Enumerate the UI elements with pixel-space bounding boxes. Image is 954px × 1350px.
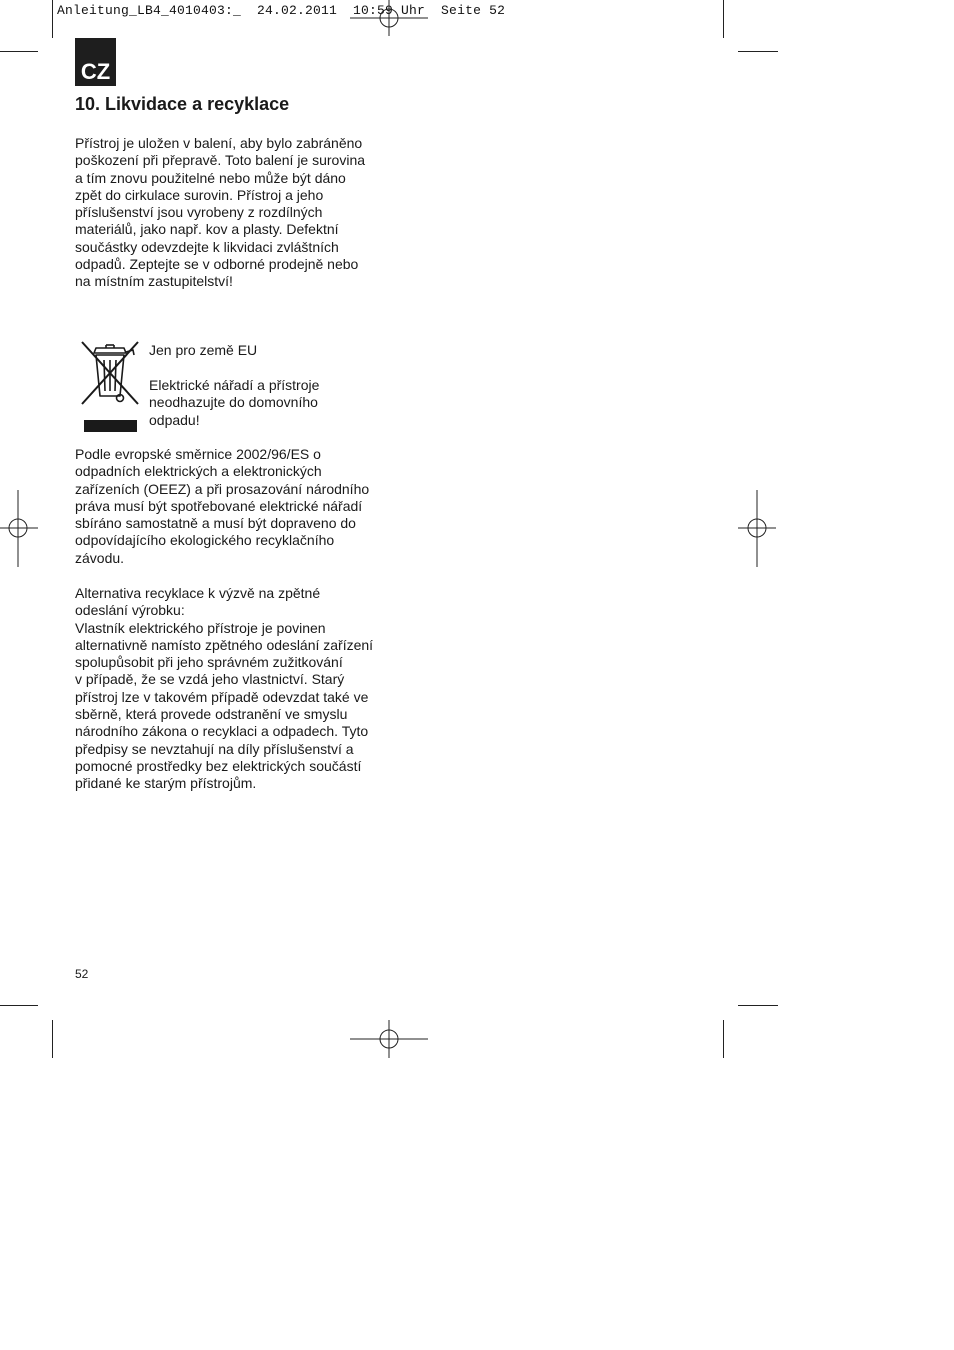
weee-directive-paragraph: Podle evropské směrnice 2002/96/ES o odpadních elektrických a elektronických zařízeních (OEEZ) a při prosazování národního práva musí být spotřebované elektrické nářadí sbíráno samostatně a musí být dopraveno do odpovídajícího ekologického recyklačního závodu.	[75, 446, 370, 566]
printer-slug: Anleitung_LB4_4010403:_ 24.02.2011 10:59 Uhr Seite 52	[57, 3, 506, 18]
page-number: 52	[75, 967, 89, 981]
crossed-out-wheelie-bin-icon	[78, 338, 142, 434]
eu-only-label: Jen pro země EU	[149, 342, 258, 358]
eu-disposal-notice: Elektrické nářadí a přístroje neodhazujte do domovního odpadu!	[149, 377, 320, 428]
section-title: 10. Likvidace a recyklace	[75, 94, 290, 114]
recycling-alternative-paragraph: Alternativa recyklace k výzvě na zpětné odeslání výrobku: Vlastník elektrického přístroje je povinen alternativně namísto zpětného odeslání zařízení spolupůsobit při jeho správném zužitkování v případě, že se vzdá jeho vlastnictví. Starý přístroj lze v takovém případě odevzdat také ve sběrně, která provede odstranění ve smyslu národního zákona o recyklaci a odpadech. Tyto předpisy se nevztahují na díly příslušenství a pomocné prostředky bez elektrických součástí přidané ke starým přístrojům.	[75, 585, 374, 792]
language-badge-label: CZ	[80, 59, 111, 84]
language-badge	[75, 38, 116, 86]
packaging-paragraph: Přístroj je uložen v balení, aby bylo zabráněno poškození při přepravě. Toto balení je surovina a tím znovu použitelné nebo může být dáno zpět do cirkulace surovin. Přístroj a jeho příslušenství jsou vyrobeny z rozdílných materiálů, jako např. kov a plasty. Defektní součástky odevzdejte k likvidaci zvláštních odpadů. Zeptejte se v odborné prodejně nebo na místním zastupitelství!	[75, 135, 366, 290]
